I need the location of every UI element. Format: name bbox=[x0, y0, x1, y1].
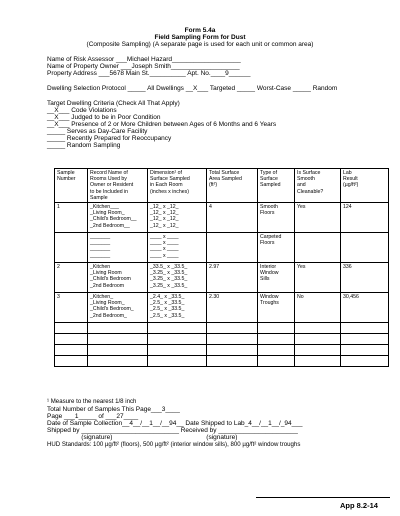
property-address-line: Property Address ___5678 Main St.__________ Apt. No.____9______ bbox=[47, 70, 251, 77]
sample-number-cell bbox=[55, 203, 88, 233]
criteria-item: __X___ Judged to be in Poor Condition bbox=[47, 114, 161, 121]
cell-text: _Kitchen___ bbox=[90, 204, 119, 211]
header-text: (ft²) bbox=[209, 182, 218, 189]
header-total-area bbox=[207, 169, 258, 203]
risk-assessor-line: Name of Risk Assessor ___Michael Hazard___________________ bbox=[47, 56, 241, 63]
header-text: (inches x inches) bbox=[150, 188, 189, 195]
cell-text: Floors bbox=[260, 240, 275, 247]
table-row bbox=[55, 334, 389, 345]
header-text: Is Surface bbox=[297, 170, 321, 176]
smooth-cleanable-cell bbox=[295, 345, 341, 356]
sample-number-cell bbox=[55, 356, 88, 367]
cell-text: Yes bbox=[297, 264, 306, 271]
table-row bbox=[55, 263, 389, 293]
room-names-cell bbox=[88, 263, 148, 293]
header-text: Area Sampled bbox=[209, 176, 242, 183]
cell-text: _2nd Bedroom__ bbox=[90, 222, 130, 229]
surface-type-cell bbox=[258, 323, 295, 334]
cell-text: _2.4_ x _33.5_ bbox=[150, 294, 185, 301]
table-row bbox=[55, 345, 389, 356]
form-title: Field Sampling Form for Dust bbox=[154, 34, 246, 41]
smooth-cleanable-cell bbox=[295, 356, 341, 367]
cell-text: 124 bbox=[343, 204, 352, 211]
lab-result-cell bbox=[341, 203, 389, 233]
footnote: ¹ Measure to the nearest 1/8 inch bbox=[47, 398, 137, 405]
header-text: and bbox=[297, 182, 306, 189]
header-text: Rooms Used by bbox=[90, 176, 127, 183]
header-text: Cleanable? bbox=[297, 188, 324, 195]
cell-text: 1 bbox=[57, 204, 60, 211]
header-text: Smooth bbox=[297, 176, 315, 183]
cell-text: _12_ x _12_ bbox=[150, 210, 179, 217]
room-names-cell bbox=[88, 345, 148, 356]
smooth-cleanable-cell bbox=[295, 263, 341, 293]
smooth-cleanable-cell bbox=[295, 233, 341, 263]
header-room-names bbox=[88, 169, 148, 203]
header-text: Dimension¹ of bbox=[150, 170, 183, 176]
criteria-item: __X___ Presence of 2 or More Children between Ages of 6 Months and 6 Years bbox=[47, 121, 277, 128]
header-text: Total Surface bbox=[209, 170, 240, 176]
header-text: Sample bbox=[57, 170, 75, 176]
cell-text: Sills bbox=[260, 276, 270, 283]
surface-type-cell bbox=[258, 263, 295, 293]
header-text: in Each Room bbox=[150, 182, 183, 189]
surface-type-cell bbox=[258, 345, 295, 356]
smooth-cleanable-cell bbox=[295, 203, 341, 233]
cell-text: _______ bbox=[90, 246, 111, 253]
cell-text: 336 bbox=[343, 264, 352, 271]
criteria-item: _____ Random Sampling bbox=[47, 142, 121, 149]
table-row bbox=[55, 293, 389, 323]
cell-text: 2 bbox=[57, 264, 60, 271]
header-text: Surface Sampled bbox=[150, 176, 190, 183]
sample-number-cell bbox=[55, 293, 88, 323]
form-subtitle: (Composite Sampling) (A separate page is used for each unit or common area) bbox=[86, 41, 314, 48]
table-row bbox=[55, 356, 389, 367]
cell-text: _12_ x _12_ bbox=[150, 216, 179, 223]
cell-text: _33.5_ x _33.5_ bbox=[150, 264, 188, 271]
cell-text: _Kitchen bbox=[90, 264, 111, 271]
smooth-cleanable-cell bbox=[295, 293, 341, 323]
cell-text: 2.30 bbox=[209, 294, 220, 301]
smooth-cleanable-cell bbox=[295, 334, 341, 345]
lab-result-cell bbox=[341, 334, 389, 345]
total-area-cell bbox=[207, 323, 258, 334]
smooth-cleanable-cell bbox=[295, 323, 341, 334]
shipped-received-line: Shipped by ___________________________ Received by ______________________ bbox=[47, 427, 298, 434]
total-samples-line: Total Number of Samples This Page___3____ bbox=[47, 406, 180, 413]
cell-text: _Living Room_ bbox=[90, 300, 125, 307]
header-text: Sampled bbox=[260, 182, 281, 189]
surface-type-cell bbox=[258, 203, 295, 233]
criteria-item: _____ Serves as Day-Care Facility bbox=[47, 128, 148, 135]
property-owner-line: Name of Property Owner ___Joseph Smith___________________ bbox=[47, 63, 240, 70]
room-names-cell bbox=[88, 293, 148, 323]
cell-text: _12_ x _12_ bbox=[150, 204, 179, 211]
header-text: to be Included in bbox=[90, 188, 129, 195]
footer-rule bbox=[256, 497, 390, 498]
appendix-number: App 8.2-14 bbox=[340, 501, 378, 510]
criteria-item: __X___ Code Violations bbox=[47, 107, 117, 114]
cell-text: Floors bbox=[260, 210, 275, 217]
total-area-cell bbox=[207, 233, 258, 263]
cell-text: _______ bbox=[90, 240, 111, 247]
room-names-cell bbox=[88, 203, 148, 233]
room-names-cell bbox=[88, 233, 148, 263]
cell-text: _3.25_ x _33.5_ bbox=[150, 270, 188, 277]
header-text: Type of bbox=[260, 170, 278, 176]
total-area-cell bbox=[207, 203, 258, 233]
cell-text: Carpeted bbox=[260, 234, 282, 241]
cell-text: ____ x ____ bbox=[150, 246, 179, 253]
cell-text: 30,456 bbox=[343, 294, 359, 301]
sample-number-cell bbox=[55, 233, 88, 263]
dates-line: Date of Sample Collection__4__/__1__/__94__ Date Shipped to Lab_4__/__1__/_94___ bbox=[47, 420, 303, 427]
cell-text: _Living Room bbox=[90, 270, 122, 277]
surface-dimensions-cell bbox=[148, 345, 207, 356]
surface-type-cell bbox=[258, 233, 295, 263]
header-sample-number bbox=[55, 169, 88, 203]
header-text: Owner or Resident bbox=[90, 182, 134, 189]
form-number: Form 5.4a bbox=[184, 27, 216, 34]
cell-text: _2nd Bedroom_ bbox=[90, 312, 127, 319]
cell-text: _3.25_ x _33.5_ bbox=[150, 282, 188, 289]
surface-dimensions-cell bbox=[148, 356, 207, 367]
cell-text: Interior bbox=[260, 264, 277, 271]
surface-dimensions-cell bbox=[148, 334, 207, 345]
header-text: Surface bbox=[260, 176, 278, 183]
surface-dimensions-cell bbox=[148, 293, 207, 323]
hud-standards-line: HUD Standards: 100 µg/ft² (floors), 500 µg/ft² (interior window sills), 800 µg/ft² window troughs bbox=[47, 441, 301, 448]
total-area-cell bbox=[207, 345, 258, 356]
cell-text: ____ x ____ bbox=[150, 252, 179, 259]
header-text: Lab bbox=[343, 170, 352, 176]
lab-result-cell bbox=[341, 323, 389, 334]
sample-number-cell bbox=[55, 263, 88, 293]
header-text: (µg/ft²) bbox=[343, 182, 359, 189]
table-row bbox=[55, 323, 389, 334]
selection-protocol-line: Dwelling Selection Protocol _____ All Dwellings __X___ Targeted _____ Worst-Case _____ Random bbox=[47, 85, 338, 92]
room-names-cell bbox=[88, 323, 148, 334]
cell-text: 3 bbox=[57, 294, 60, 301]
cell-text: Smooth bbox=[260, 204, 278, 211]
total-area-cell bbox=[207, 263, 258, 293]
surface-dimensions-cell bbox=[148, 233, 207, 263]
cell-text: Troughs bbox=[260, 300, 279, 307]
surface-dimensions-cell bbox=[148, 323, 207, 334]
header-text: Sample bbox=[90, 194, 108, 201]
room-names-cell bbox=[88, 356, 148, 367]
sample-number-cell bbox=[55, 345, 88, 356]
table-header-row bbox=[55, 169, 389, 203]
cell-text: ____ x ____ bbox=[150, 234, 179, 241]
cell-text: _Child's Bedroom bbox=[90, 276, 131, 283]
criteria-heading: Target Dwelling Criteria (Check All That Apply) bbox=[47, 100, 180, 107]
cell-text: 2.97 bbox=[209, 264, 220, 271]
header-text: Record Name of bbox=[90, 170, 128, 176]
surface-type-cell bbox=[258, 334, 295, 345]
page-count-line: Page ___1_____ of ___27____ bbox=[47, 413, 139, 420]
total-area-cell bbox=[207, 293, 258, 323]
cell-text: _______ bbox=[90, 252, 111, 259]
cell-text: Yes bbox=[297, 204, 306, 211]
total-area-cell bbox=[207, 334, 258, 345]
cell-text: No bbox=[297, 294, 304, 301]
cell-text: _Kitchen_ bbox=[90, 294, 114, 301]
sampling-table bbox=[54, 168, 389, 367]
cell-text: _Living Room_ bbox=[90, 210, 125, 217]
surface-dimensions-cell bbox=[148, 263, 207, 293]
sample-number-cell bbox=[55, 323, 88, 334]
header-text: Result bbox=[343, 176, 358, 183]
cell-text: _2nd Bedroom bbox=[90, 282, 125, 289]
room-names-cell bbox=[88, 334, 148, 345]
surface-type-cell bbox=[258, 293, 295, 323]
table-row bbox=[55, 203, 389, 233]
cell-text: 4 bbox=[209, 204, 212, 211]
cell-text: ____ x ____ bbox=[150, 240, 179, 247]
surface-type-cell bbox=[258, 356, 295, 367]
table-row bbox=[55, 233, 389, 263]
cell-text: _______ bbox=[90, 234, 111, 241]
header-text: Number bbox=[57, 176, 76, 183]
cell-text: _3.25_ x _33.5_ bbox=[150, 276, 188, 283]
header-surface-dimensions bbox=[148, 169, 207, 203]
lab-result-cell bbox=[341, 233, 389, 263]
header-lab-result bbox=[341, 169, 389, 203]
header-surface-type bbox=[258, 169, 295, 203]
cell-text: _2.5_ x _33.5_ bbox=[150, 306, 185, 313]
cell-text: _12_ x _12_ bbox=[150, 222, 179, 229]
cell-text: _2.5_ x _33.5_ bbox=[150, 312, 185, 319]
signature-captions: (signature) (signature) bbox=[47, 434, 238, 441]
cell-text: _Child's Bedroom__ bbox=[90, 216, 137, 223]
lab-result-cell bbox=[341, 263, 389, 293]
total-area-cell bbox=[207, 356, 258, 367]
cell-text: _2.5_ x _33.5_ bbox=[150, 300, 185, 307]
header-smooth-cleanable bbox=[295, 169, 341, 203]
sample-number-cell bbox=[55, 334, 88, 345]
cell-text: Window bbox=[260, 294, 279, 301]
cell-text: Window bbox=[260, 270, 279, 277]
lab-result-cell bbox=[341, 345, 389, 356]
lab-result-cell bbox=[341, 356, 389, 367]
criteria-item: _____ Recently Prepared for Reoccupancy bbox=[47, 135, 172, 142]
lab-result-cell bbox=[341, 293, 389, 323]
surface-dimensions-cell bbox=[148, 203, 207, 233]
cell-text: _Child's Bedroom_ bbox=[90, 306, 134, 313]
